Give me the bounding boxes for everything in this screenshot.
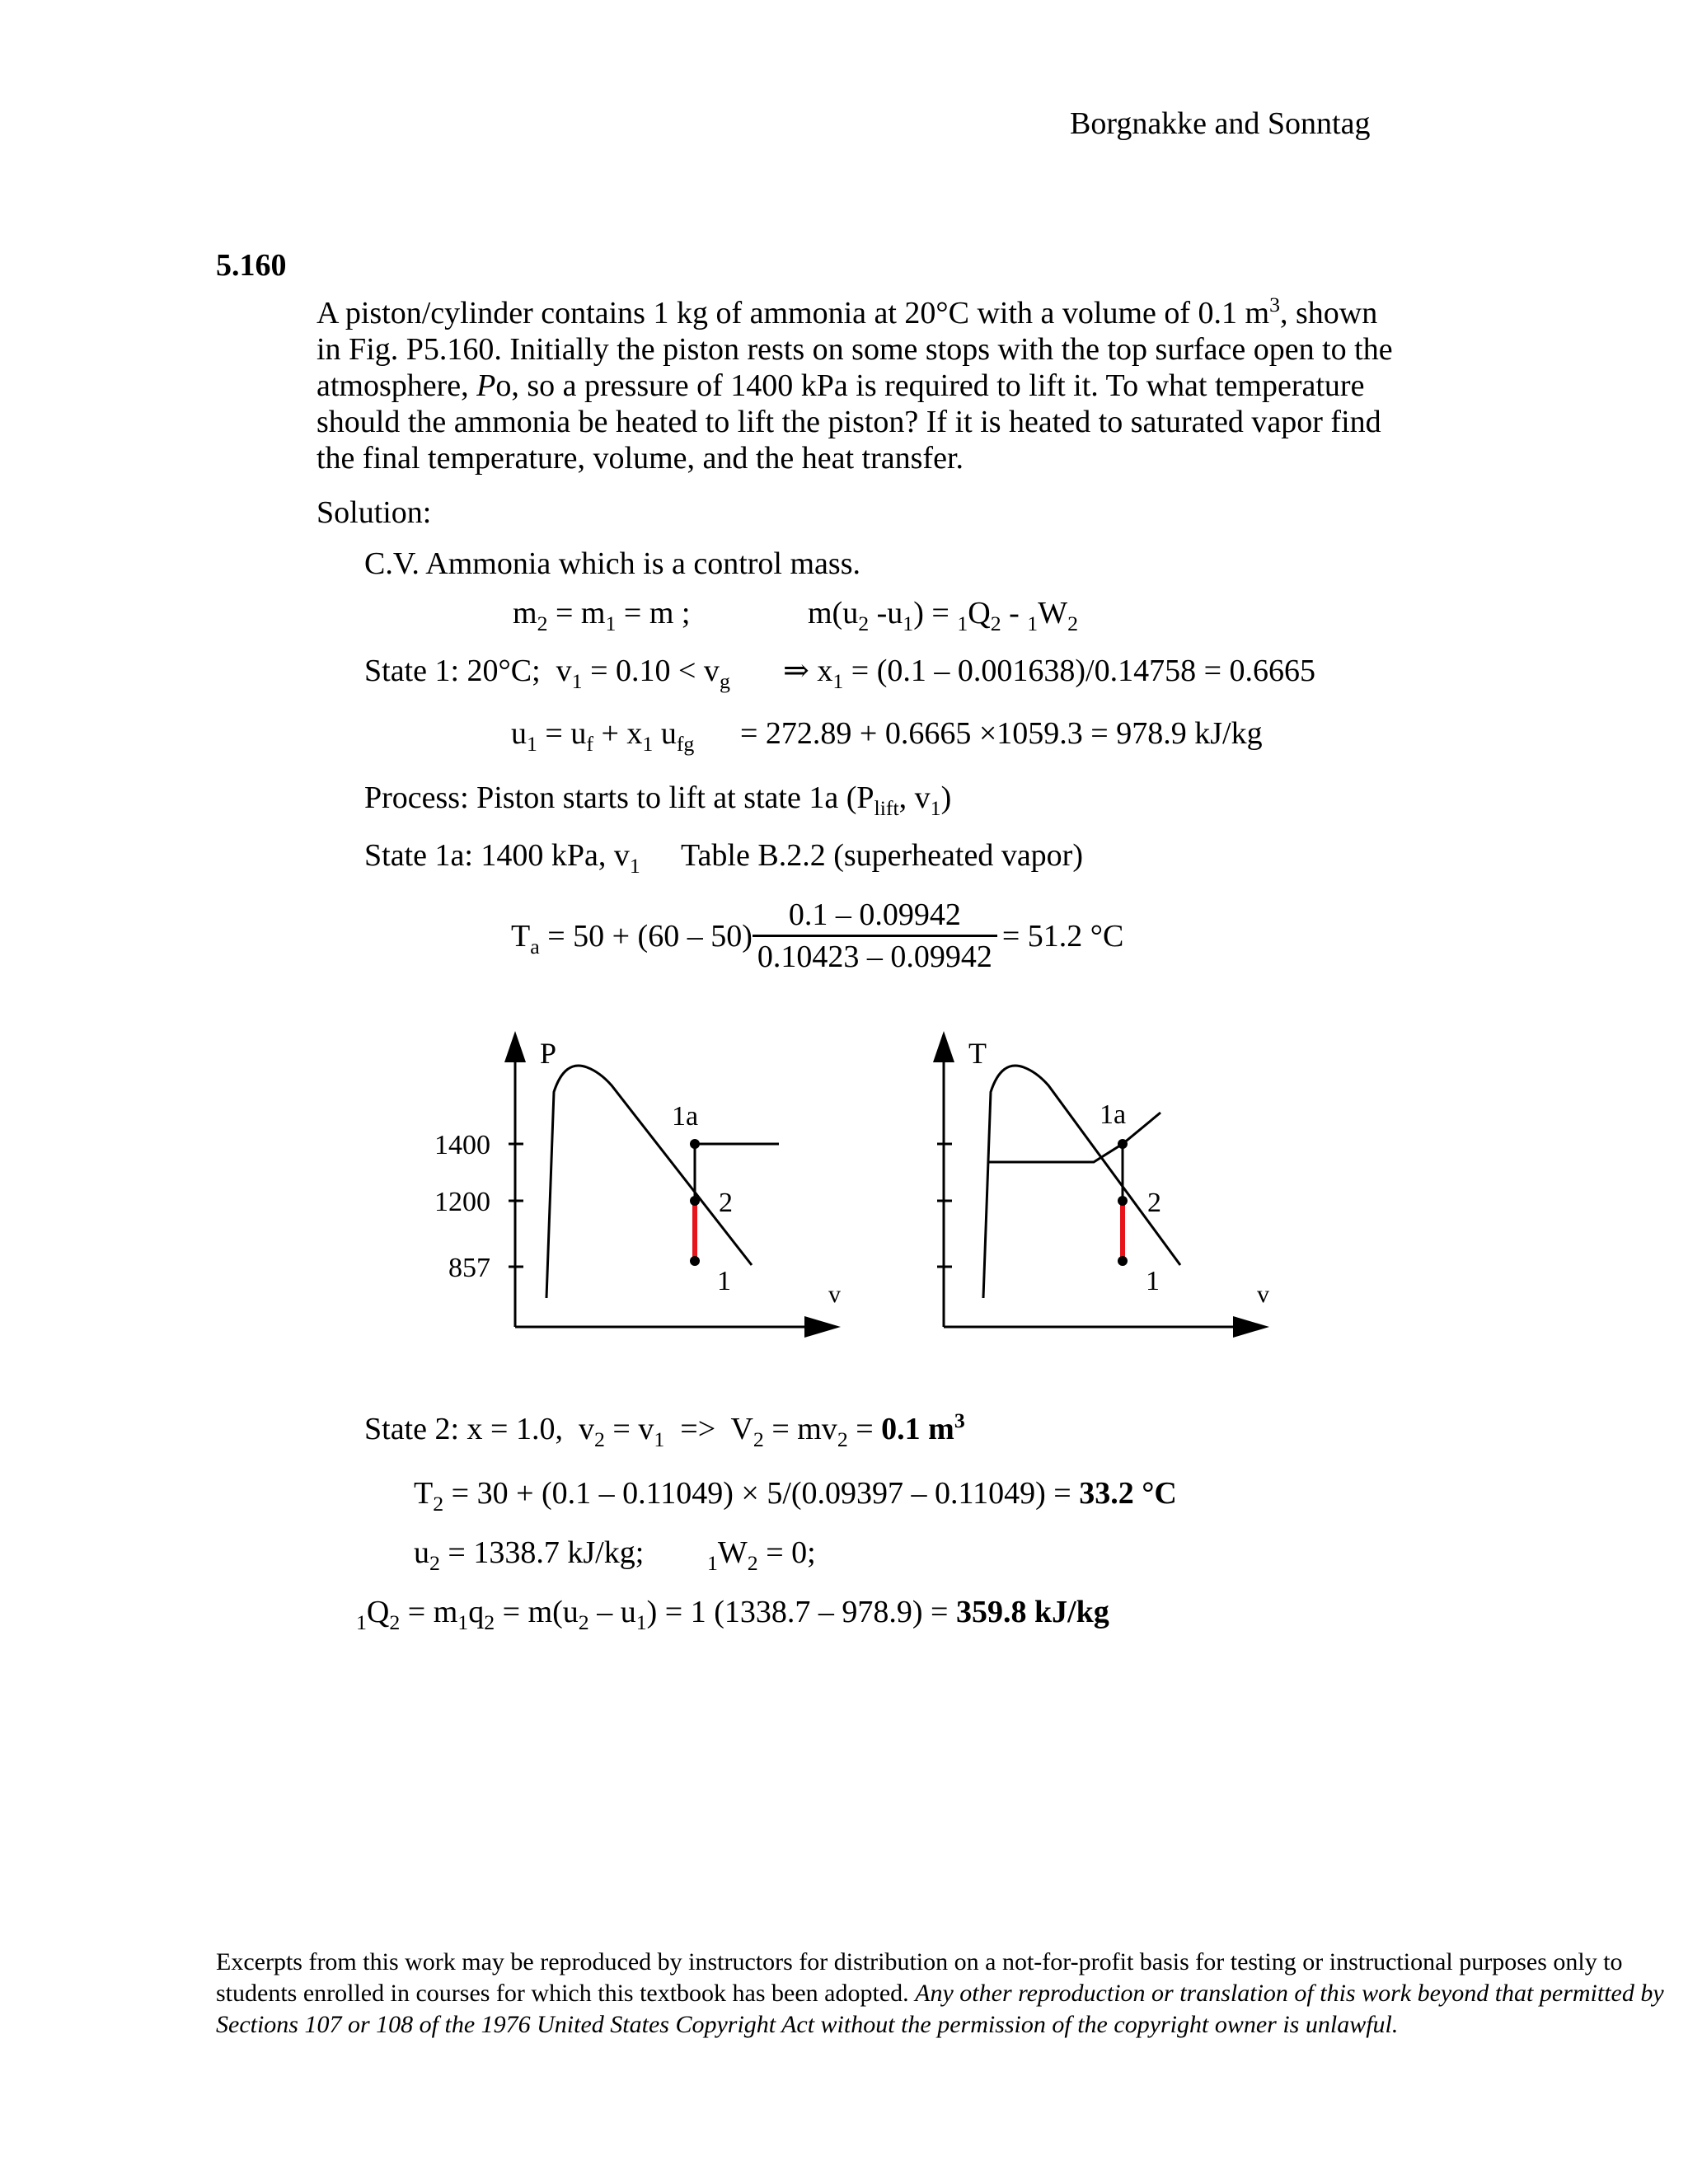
pv-tick-label-1200: 1200 (434, 1187, 490, 1217)
pv-y-label: P (540, 1037, 557, 1070)
ta-denominator: 0.10423 – 0.09942 (757, 940, 992, 974)
tv-y-label: T (968, 1037, 987, 1070)
energy-equation: $m(u_2$ $-u_1) = _1Q_2 - _1W_2$ (808, 596, 1078, 636)
u1-value: = 272.89 + 0.6665 ×1059.3 = 978.9 kJ/kg (740, 716, 1263, 751)
tv-label-2: 2 (1147, 1188, 1161, 1218)
w2-value: $_1W_2 = 0$; (707, 1535, 816, 1576)
pv-label-2: 2 (719, 1188, 733, 1218)
copyright-footer (216, 1947, 1688, 2041)
ta-numerator: 0.1 – 0.09942 (753, 897, 997, 937)
q2-equation: $_1Q_2 = m_1q_2 = m(u_2 - u_1) = 1$ (1338.7 – 978.9) = 359.8 kJ/kg (356, 1595, 1109, 1635)
tv-diagram (898, 1026, 1294, 1339)
solution-label: Solution: (316, 495, 432, 530)
tv-y-arrow (933, 1031, 954, 1062)
u1-definition: $u_1 = u_f + x_1$ $u_{fg}$ (511, 716, 695, 757)
ta-result: = 51.2 °C (1001, 918, 1124, 954)
pv-x-arrow (804, 1316, 841, 1338)
pv-y-arrow (504, 1031, 526, 1062)
tv-label-1a: 1a (1100, 1099, 1127, 1130)
pv-point-1a (690, 1139, 700, 1149)
footer-italic-text: Any other reproduction or translation of this work beyond that permitted by Sections 107 or 108 of the 1976 United States Copyright Act without the permission of the copyright owner is unlawful. (216, 1980, 1664, 2038)
statement-line-4: should the ammonia be heated to lift the piston? If it is heated to saturated vapor find (316, 405, 1381, 439)
ta-fraction (753, 897, 997, 975)
cv-statement: C.V. Ammonia which is a control mass. (364, 546, 860, 581)
statement-line-5: the final temperature, volume, and the heat transfer. (316, 441, 964, 476)
tv-label-1: 1 (1146, 1266, 1160, 1296)
state1-condition: State 1: 20°C; $v_1 = 0.10 < v_g$ (364, 654, 730, 694)
statement-line-3: atmosphere, Po, so a pressure of 1400 kPa is required to lift it. To what temperature (316, 368, 1365, 403)
tv-saturation-dome (983, 1066, 1180, 1298)
tv-x-label: v (1257, 1281, 1269, 1308)
pv-point-1 (690, 1256, 700, 1266)
state2-statement: State 2: x = 1.0, $v_2 = v_1 => V_2 = mv_2 = 0.1$ $m^3$ (364, 1408, 965, 1452)
t2-equation: $T_2 = 30 + (0.1 - 0.11049) \times 5/(0.09397 - 0.11049) = 33.2$ °C (414, 1476, 1177, 1516)
pv-diagram (412, 1026, 857, 1339)
pv-point-2 (690, 1196, 700, 1206)
pv-label-1a: 1a (672, 1101, 699, 1132)
process-statement: Process: Piston starts to lift at state 1a ($P_{lift}$, $v_1$) (364, 780, 952, 821)
pv-tick-label-1400: 1400 (434, 1130, 490, 1160)
tv-x-arrow (1233, 1316, 1269, 1338)
pv-saturation-dome (546, 1066, 752, 1298)
header-authors: Borgnakke and Sonntag (1070, 106, 1371, 141)
state1a-table: Table B.2.2 (superheated vapor) (681, 838, 1083, 873)
problem-number: 5.160 (216, 248, 287, 283)
state1a-condition: State 1a: 1400 kPa, $v_1$ (364, 838, 640, 879)
mass-equation: $m_2 = m_1 = m$ ; (513, 596, 691, 636)
tv-point-2 (1118, 1196, 1128, 1206)
ta-equation: $T_a = 50 + (60 - 50)$ $\frac{0.1 - 0.09942}{0.10423 - 0.09942}$ = 51.2 °C (511, 898, 1124, 974)
pv-x-label: v (828, 1281, 841, 1308)
u2-value: $u_2 = 1338.7$ kJ/kg; (414, 1535, 645, 1576)
tv-point-1 (1118, 1256, 1128, 1266)
footer-normal-text: Excerpts from this work may be reproduced by instructors for distribution on a not-for-profit basis for testing or instructional purposes only to students enrolled in courses for which this textbook has been adopted. (216, 1948, 1623, 2007)
state1-quality: ⇒ $x_1 = (0.1 - 0.001638)/0.14758 = 0.6665$ (783, 654, 1315, 694)
statement-line-2: in Fig. P5.160. Initially the piston rests on some stops with the top surface open to the (316, 332, 1393, 367)
pv-tick-label-857: 857 (448, 1253, 490, 1283)
problem-statement (316, 292, 1586, 476)
statement-line-1: A piston/cylinder contains 1 kg of ammonia at 20°C with a volume of 0.1 $m^3$, shown (316, 292, 1378, 330)
pv-label-1: 1 (717, 1266, 731, 1296)
tv-point-1a (1118, 1139, 1128, 1149)
